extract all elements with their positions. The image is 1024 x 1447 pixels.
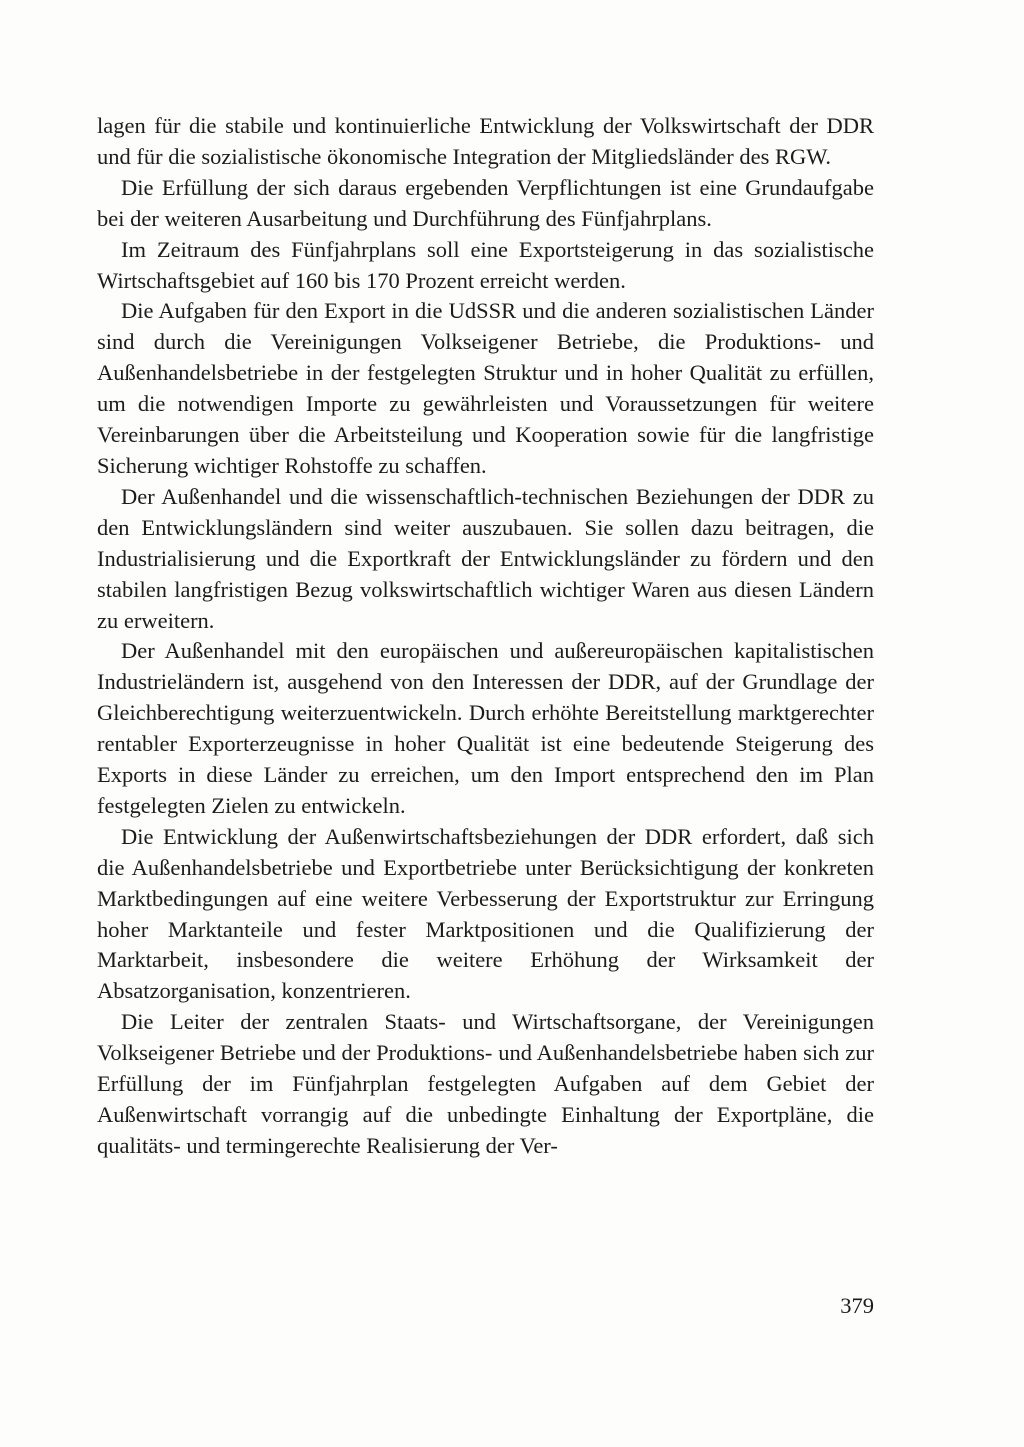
paragraph-4: Die Aufgaben für den Export in die UdSSR und die anderen sozialistischen Länder sind durch die Vereinigungen Volkseigener Betriebe, die Produktions- und Außenhandelsbetriebe in der festgelegten Struktur und in hoher Qualität zu erfüllen, um die notwendigen Importe zu gewährleisten und Voraussetzungen für weitere Vereinbarungen über die Arbeitsteilung und Kooperation sowie für die langfristige Sicherung wichtiger Rohstoffe zu schaffen.	[97, 298, 874, 478]
body-text	[97, 111, 874, 1162]
paragraph-2: Die Erfüllung der sich daraus ergebenden Verpflichtungen ist eine Grundaufgabe bei der weiteren Ausarbeitung und Durchführung des Fünfjahrplans.	[97, 174, 874, 231]
paragraph-8: Die Leiter der zentralen Staats- und Wirtschaftsorgane, der Vereinigungen Volkseigener Betriebe und der Produktions- und Außenhandelsbetriebe haben sich zur Erfüllung der im Fünfjahrplan festgelegten Aufgaben auf dem Gebiet der Außenwirtschaft vorrangig auf die unbedingte Einhaltung der Exportpläne, die qualitäts- und termingerechte Realisierung der Ver-	[97, 1009, 874, 1158]
paragraph-5: Der Außenhandel und die wissenschaftlich-technischen Beziehungen der DDR zu den Entwicklungsländern sind weiter auszubauen. Sie sollen dazu beitragen, die Industrialisierung und die Exportkraft der Entwicklungsländer zu fördern und den stabilen langfristigen Bezug volkswirtschaftlich wichtiger Waren aus diesen Ländern zu erweitern.	[97, 483, 874, 633]
paragraph-7: Die Entwicklung der Außenwirtschaftsbeziehungen der DDR erfordert, daß sich die Außenhandelsbetriebe und Exportbetriebe unter Berücksichtigung der konkreten Marktbedingungen auf eine weitere Verbesserung der Exportstruktur zur Erringung hoher Marktanteile und fester Marktpositionen und die Qualifizierung der Marktarbeit, insbesondere die weitere Erhöhung der Wirksamkeit der Absatzorganisation, konzentrieren.	[97, 823, 874, 1004]
paragraph-1: lagen für die stabile und kontinuierliche Entwicklung der Volkswirtschaft der DDR und für die sozialistische ökonomische Integration der Mitgliedsländer des RGW.	[97, 113, 874, 169]
paragraph-3: Im Zeitraum des Fünfjahrplans soll eine Exportsteigerung in das sozialistische Wirtschaftsgebiet auf 160 bis 170 Prozent erreicht werden.	[97, 236, 874, 293]
page-number: 379	[840, 1293, 874, 1318]
paragraph-6: Der Außenhandel mit den europäischen und außereuropäischen kapitalistischen Industrieländern ist, ausgehend von den Interessen der DDR, auf der Grundlage der Gleichberechtigung weiterzuentwickeln. Durch erhöhte Bereitstellung marktgerechter rentabler Exporterzeugnisse in hoher Qualität ist eine bedeutende Steigerung des Exports in diese Länder zu erreichen, um den Import entsprechend den im Plan festgelegten Zielen zu entwickeln.	[97, 638, 874, 818]
